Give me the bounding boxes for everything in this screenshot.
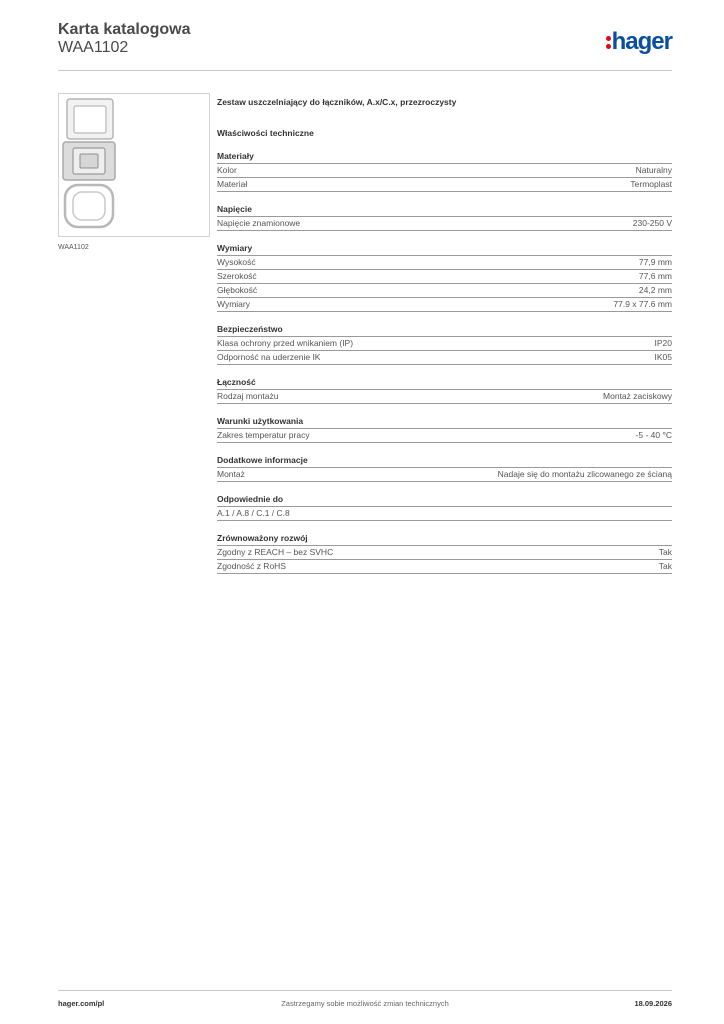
spec-label: Kolor [217, 165, 237, 175]
product-description: Zestaw uszczelniający do łączników, A.x/C.x, przezroczysty [217, 97, 457, 107]
spec-row [217, 546, 672, 560]
spec-label: Zgodny z REACH – bez SVHC [217, 547, 334, 557]
spec-value: 77,6 mm [638, 271, 672, 281]
product-image [58, 93, 210, 237]
logo-dots-icon [606, 34, 611, 50]
spec-label: A.1 / A.8 / C.1 / C.8 [217, 508, 290, 518]
spec-value: Termoplast [630, 179, 672, 189]
section-title: Zrównoważony rozwój [217, 533, 672, 546]
spec-row [217, 351, 672, 365]
spec-row [217, 390, 672, 404]
spec-label: Klasa ochrony przed wnikaniem (IP) [217, 338, 354, 348]
logo-text: hager [611, 28, 672, 55]
section-title: Warunki użytkowania [217, 416, 672, 429]
spec-value: IP20 [654, 338, 672, 348]
footer-date: 18.09.2026 [634, 999, 672, 1008]
spec-row [217, 178, 672, 192]
section-title: Dodatkowe informacje [217, 455, 672, 468]
spec-label: Szerokość [217, 271, 257, 281]
section-title: Wymiary [217, 243, 672, 256]
spec-label: Wysokość [217, 257, 256, 267]
spec-section [217, 324, 672, 365]
spec-label: Zgodność z RoHS [217, 561, 286, 571]
spec-value: 24,2 mm [638, 285, 672, 295]
hager-logo [606, 30, 672, 54]
spec-sections [217, 151, 672, 574]
spec-label: Materiał [217, 179, 248, 189]
spec-label: Wymiary [217, 299, 250, 309]
spec-row [217, 429, 672, 443]
spec-label: Głębokość [217, 285, 258, 295]
specifications [217, 97, 672, 586]
spec-label: Odporność na uderzenie IK [217, 352, 321, 362]
spec-value: Montaż zaciskowy [603, 391, 672, 401]
spec-value: Naturalny [635, 165, 672, 175]
product-code: WAA1102 [58, 39, 129, 56]
section-title: Bezpieczeństwo [217, 324, 672, 337]
section-title: Napięcie [217, 204, 672, 217]
spec-row [217, 284, 672, 298]
seal-kit-icon [59, 94, 209, 236]
spec-section [217, 377, 672, 404]
page-header [58, 20, 672, 71]
spec-row [217, 507, 672, 521]
spec-row [217, 217, 672, 231]
spec-value: Tak [658, 561, 672, 571]
spec-value: 230-250 V [632, 218, 672, 228]
section-title: Łączność [217, 377, 672, 390]
spec-label: Rodzaj montażu [217, 391, 279, 401]
page-footer [58, 990, 672, 1019]
spec-section [217, 416, 672, 443]
spec-section [217, 151, 672, 192]
technical-properties-heading: Właściwości techniczne [217, 128, 314, 138]
spec-value: Tak [658, 547, 672, 557]
spec-section [217, 204, 672, 231]
document-title: Karta katalogowa [58, 21, 191, 38]
spec-row [217, 298, 672, 312]
spec-value: -5 - 40 °C [635, 430, 672, 440]
spec-row [217, 337, 672, 351]
section-title: Odpowiednie do [217, 494, 672, 507]
spec-label: Montaż [217, 469, 245, 479]
spec-label: Zakres temperatur pracy [217, 430, 310, 440]
section-title: Materiały [217, 151, 672, 164]
spec-row [217, 164, 672, 178]
spec-value: 77,9 mm [638, 257, 672, 267]
footer-website: hager.com/pl [58, 999, 105, 1008]
spec-row [217, 468, 672, 482]
spec-value: Nadaje się do montażu zlicowanego ze ścianą [497, 469, 672, 479]
footer-disclaimer: Zastrzegamy sobie możliwość zmian technicznych [281, 999, 449, 1008]
spec-section [217, 455, 672, 482]
spec-row [217, 560, 672, 574]
spec-section [217, 494, 672, 521]
product-image-caption: WAA1102 [58, 244, 89, 251]
spec-row [217, 270, 672, 284]
spec-value: 77.9 x 77.6 mm [613, 299, 672, 309]
spec-section [217, 243, 672, 312]
spec-section [217, 533, 672, 574]
spec-value: IK05 [654, 352, 672, 362]
spec-label: Napięcie znamionowe [217, 218, 301, 228]
spec-row [217, 256, 672, 270]
